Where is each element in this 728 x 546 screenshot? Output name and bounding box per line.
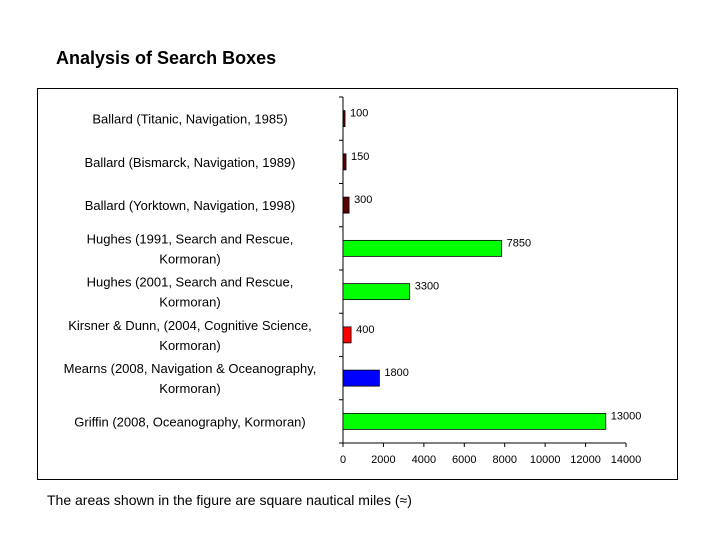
- bar: [343, 370, 379, 386]
- category-label: [87, 275, 294, 310]
- data-label: 150: [351, 150, 370, 163]
- data-label: 3300: [414, 280, 440, 293]
- category-label-line: Hughes (1991, Search and Rescue,: [86, 231, 294, 247]
- x-tick-label: 14000: [610, 454, 642, 466]
- category-label-line: Kormoran): [159, 294, 221, 310]
- chart-title: Analysis of Search Boxes: [56, 48, 277, 68]
- bar: [343, 327, 351, 343]
- x-tick-label: 6000: [452, 454, 477, 466]
- category-label-line: Ballard (Bismarck, Navigation, 1989): [84, 154, 296, 170]
- data-label: 13000: [610, 410, 642, 423]
- bar: [343, 154, 346, 170]
- category-label-line: Ballard (Titanic, Navigation, 1985): [92, 111, 288, 127]
- category-label: [87, 231, 294, 266]
- data-label: 400: [356, 323, 375, 336]
- x-tick-label: 4000: [411, 454, 437, 466]
- bar: [343, 111, 345, 127]
- category-label: [68, 318, 312, 353]
- x-tick-label: 8000: [492, 454, 517, 466]
- bar: [343, 284, 410, 300]
- category-label-line: Kormoran): [159, 337, 221, 353]
- data-label: 300: [354, 194, 373, 207]
- category-label-line: Kormoran): [159, 381, 221, 397]
- category-label-line: Ballard (Yorktown, Navigation, 1998): [84, 198, 296, 214]
- x-tick-label: 12000: [570, 454, 601, 466]
- x-tick-label: 0: [339, 454, 347, 466]
- bar: [343, 240, 502, 256]
- figure-caption: The areas shown in the figure are square nautical miles (≈): [47, 492, 412, 508]
- data-label: 100: [350, 107, 369, 120]
- bar: [343, 197, 349, 213]
- category-label-line: Kirsner & Dunn, (2004, Cognitive Science,: [68, 317, 312, 333]
- category-label-line: Mearns (2008, Navigation & Oceanography,: [63, 361, 317, 377]
- category-label-line: Hughes (2001, Search and Rescue,: [86, 274, 294, 290]
- data-label: 1800: [384, 367, 409, 380]
- category-label: [85, 155, 296, 170]
- category-label: [64, 361, 317, 396]
- category-label-line: Kormoran): [159, 251, 221, 267]
- category-label-line: Griffin (2008, Oceanography, Kormoran): [74, 414, 306, 430]
- category-label: [74, 414, 305, 429]
- x-tick-label: 2000: [371, 454, 396, 466]
- bar: [343, 413, 606, 429]
- category-label: [92, 112, 287, 127]
- data-label: 7850: [506, 237, 532, 250]
- x-tick-label: 10000: [529, 454, 561, 466]
- category-label: [85, 198, 296, 213]
